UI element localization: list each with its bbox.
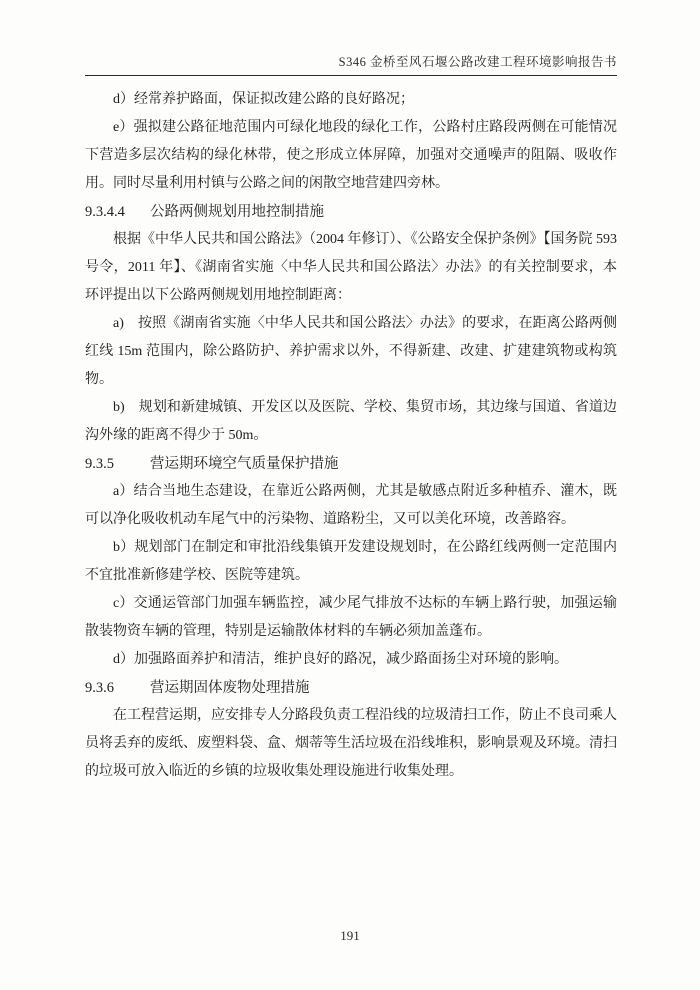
page-number: 191 — [340, 928, 360, 943]
paragraph-item-b-planning-dept: b）规划部门在制定和审批沿线集镇开发建设规划时，在公路红线两侧一定范围内不宜批准新修建学校、医院等建筑。 — [85, 540, 617, 583]
paragraph-item-e-greening: e）强拟建公路征地范围内可绿化地段的绿化工作，公路村庄路段两侧在可能情况下营造多层次结构的绿化林带，使之形成立体屏障，加强对交通噪声的阻隔、吸收作用。同时尽量利用村镇与公路之间的闲散空地营建四旁林。 — [85, 120, 617, 191]
section-heading-9-3-5 — [85, 450, 617, 478]
running-header-title: S346 金桥至风石堰公路改建工程环境影响报告书 — [338, 55, 617, 69]
paragraph-legal-basis: 根据《中华人民共和国公路法》（2004 年修订）、《公路安全保护条例》【国务院 593 号令，2011 年】、《湖南省实施〈中华人民共和国公路法〉办法》的有关控制要求，本环评提出以下公路两侧规划用地控制距离： — [85, 232, 617, 303]
document-body — [0, 76, 700, 786]
paragraph-item-c-vehicle-monitoring: c）交通运管部门加强车辆监控，减少尾气排放不达标的车辆上路行驶，加强运输散装物资车辆的管理，特别是运输散体材料的车辆必须加盖蓬布。 — [85, 596, 617, 639]
paragraph-item-d-road-maintenance: d）经常养护路面，保证拟改建公路的良好路况； — [113, 92, 414, 107]
section-title: 公路两侧规划用地控制措施 — [150, 204, 324, 220]
section-title: 营运期环境空气质量保护措施 — [150, 456, 339, 472]
section-number: 9.3.5 — [85, 456, 114, 472]
paragraph-solid-waste: 在工程营运期，应安排专人分路段负责工程沿线的垃圾清扫工作，防止不良司乘人员将丢弃的废纸、废塑料袋、盒、烟蒂等生活垃圾在沿线堆积，影响景观及环境。清扫的垃圾可放入临近的乡镇的垃圾收集处理设施进行收集处理。 — [85, 708, 617, 779]
section-heading-9-3-4-4 — [85, 198, 617, 226]
paragraph-item-a-redline-15m: a) 按照《湖南省实施〈中华人民共和国公路法〉办法》的要求，在距离公路两侧红线 15m 范围内，除公路防护、养护需求以外，不得新建、改建、扩建建筑物或构筑物。 — [85, 316, 617, 387]
section-number: 9.3.4.4 — [85, 204, 125, 220]
section-heading-9-3-6 — [85, 674, 617, 702]
paragraph-item-d-road-cleaning: d）加强路面养护和清洁，维护良好的路况，减少路面扬尘对环境的影响。 — [113, 652, 568, 667]
section-number: 9.3.6 — [85, 680, 114, 696]
page-header — [0, 0, 700, 76]
section-title: 营运期固体废物处理措施 — [150, 680, 310, 696]
paragraph-item-b-50m-distance: b) 规划和新建城镇、开发区以及医院、学校、集贸市场，其边缘与国道、省道边沟外缘的距离不得少于 50m。 — [85, 400, 617, 443]
paragraph-item-a-planting: a）结合当地生态建设，在靠近公路两侧，尤其是敏感点附近多种植乔、灌木，既可以净化吸收机动车尾气中的污染物、道路粉尘，又可以美化环境，改善路容。 — [85, 484, 617, 527]
